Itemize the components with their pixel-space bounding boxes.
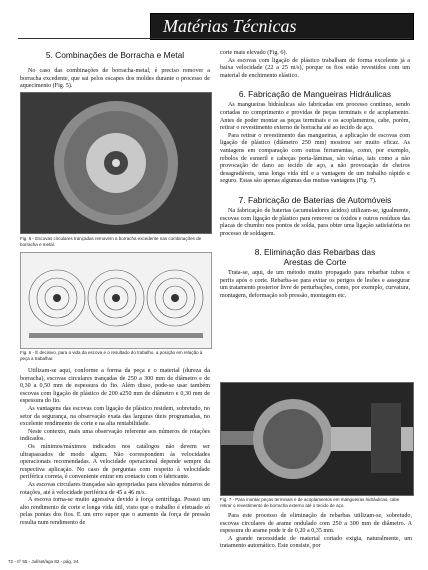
figure-7-caption: Fig. 7 - Para montar peças terminais e de acoplamentos em mangueiras hidráulicas, cabe retirar o revestimento de borracha externo até o tecido de aço.	[220, 497, 400, 508]
body-paragraph: Utilizam-se aqui, conforme a forma da peça e o material (dureza da borracha), escovas circulares trançadas de 250 a 300 mm de diâmetro e de 0,30 a 0,50 mm de espessura do fio. Além disso, pode-se usar também escovas com ligação de plástico de 200 a250 mm de diâmetro e 0,30 mm de espessura do fio.	[20, 368, 210, 405]
section-header: Matérias Técnicas	[150, 13, 414, 40]
right-column-top	[220, 50, 410, 301]
body-paragraph: A escova torna-se muito agressiva devido à força centrífuga. Possui um alto rendimento de corte e longa vida útil, visto que o trabalho é efetuado só pelas pontas dos fios. E um erro supor que o aumento da força de pressão resulta num rendimento de	[20, 497, 210, 526]
body-paragraph: As escovas com ligação de plástico trabalham de forma excelente já a baixa velocidade (22 a 25 m/s), porque os fios estão revestidos com um material de enchimento elástico.	[220, 57, 410, 79]
left-column-body	[20, 368, 210, 527]
body-paragraph: A grande necessidade de material cortado exigia, naturalmente, um tratamento automático. Este consiste, por	[220, 535, 412, 550]
body-paragraph: corte mais elevado (Fig. 6).	[220, 50, 288, 56]
header-rule	[18, 38, 412, 39]
figure-6-photo	[20, 252, 212, 349]
body-paragraph: Para retirar o revestimento das mangueiras, a aplicação de escovas com ligação de plástico (diâmetro 250 mm) mostrou ser muito eficaz. As vantagens em comparação com outras ferramentas, como, por exemplo, rebolos de esmeril e cabeças porta-lâminas, são várias, tais como a não provocação de dano ao tecido de aço, a não provocação de cheiros desagradáveis, uma longa vida útil e a vantagem de um trabalho rápido e seguro. Estas são apenas algumas das muitas vantagens (Fig. 7).	[220, 132, 410, 185]
body-paragraph: Neste contexto, mais uma observação referente aos números de rotações indicados.	[20, 428, 210, 443]
section-6-title: 6. Fabricação de Mangueiras Hidráulicas	[238, 89, 392, 100]
page-footer: 72 - nº 55 - Jul/set/ago 82 - pág. 24	[8, 559, 79, 564]
body-paragraph: Para este processo de eliminação de rebarbas utilizam-se, sobretudo, escovas circulares de arame ondulado com 250 a 300 mm de diâmetro. A espessura do arame pode ir de 0,20 a 0,35 mm.	[220, 513, 412, 535]
body-paragraph: As vantagens das escovas com ligação de plástico residem, sobretudo, no setor da segurança, na observação exata das larguras úteis programadas, no excelente rendimento de corte e na alta rentabilidade.	[20, 405, 210, 428]
body-paragraph: As mangueiras hidráulicas são fabricadas em processo contínuo, sendo cortadas no comprimento e providas de peças terminais e de acoplamento. Antes de poder montar as peças terminais e os acoplamentos, cabe, porém, retirar o revestimento externo de borracha até ao tecido de aço.	[220, 102, 410, 132]
section-7-title: 7. Fabricação de Baterias de Automóveis	[238, 194, 392, 205]
figure-6-caption: Fig. 6 - É decisivo, para a vida da escova e o resultado do trabalho, a posição em relação à peça a trabalhar.	[20, 350, 203, 361]
left-column-top	[20, 50, 210, 91]
body-paragraph: Trata-se, aqui, de um método muito propagado para rebarbar tubos e perfis após o corte. Rebarba-se para evitar os perigos de lesões e assegurar um tratamento posterior livre de perturbações, como, por exemplo, curvatura, montagem, deformação sob pressão, montagem etc.	[220, 270, 410, 300]
figure-5-photo	[20, 92, 212, 234]
body-paragraph: Na fabricação de baterias (acumuladores ácidos) utilizam-se, igualmente, escovas com ligação de plástico para remover os óxidos e outros resíduos das placas de chumbo nos pontos de solda, para obter uma ligação satisfatória no processo de soldagem.	[220, 207, 410, 237]
body-paragraph: Os mínimos/máximos indicados nos catálogos não devem ser ultrapassados de modo algum. Não correspondem às velocidades operacionais recomendadas. A velocidade operacional depende sempre da respectiva aplicação. No caso de perguntas com respeito à velocidade periférica correta, é conveniente entrar em contacto com o fabricante.	[20, 443, 210, 481]
figure-5-caption: Fig. 5 - Escovas circulares trançadas removem a borracha excedente nas combinações de borracha e metal.	[20, 236, 202, 247]
body-paragraph: As escovas circulares trançadas são apropriadas para elevados números de rotações, até à velocidade periférica de 45 a 46 m/s.	[20, 481, 210, 496]
section-8-title: 8. Eliminação das Rebarbas das	[254, 247, 376, 258]
right-column-bottom	[220, 513, 412, 551]
section-5-paragraph: No caso das combinações de borracha-metal, é preciso remover a borracha excedente, que sai pelos escapes dos moldes durante o processo de aquecimento (Fig. 5).	[20, 68, 210, 90]
section-8-subtitle: Arestas de Corte	[283, 257, 347, 268]
section-5-title: 5. Combinações de Borracha e Metal	[45, 50, 185, 60]
figure-7-photo	[220, 382, 414, 496]
